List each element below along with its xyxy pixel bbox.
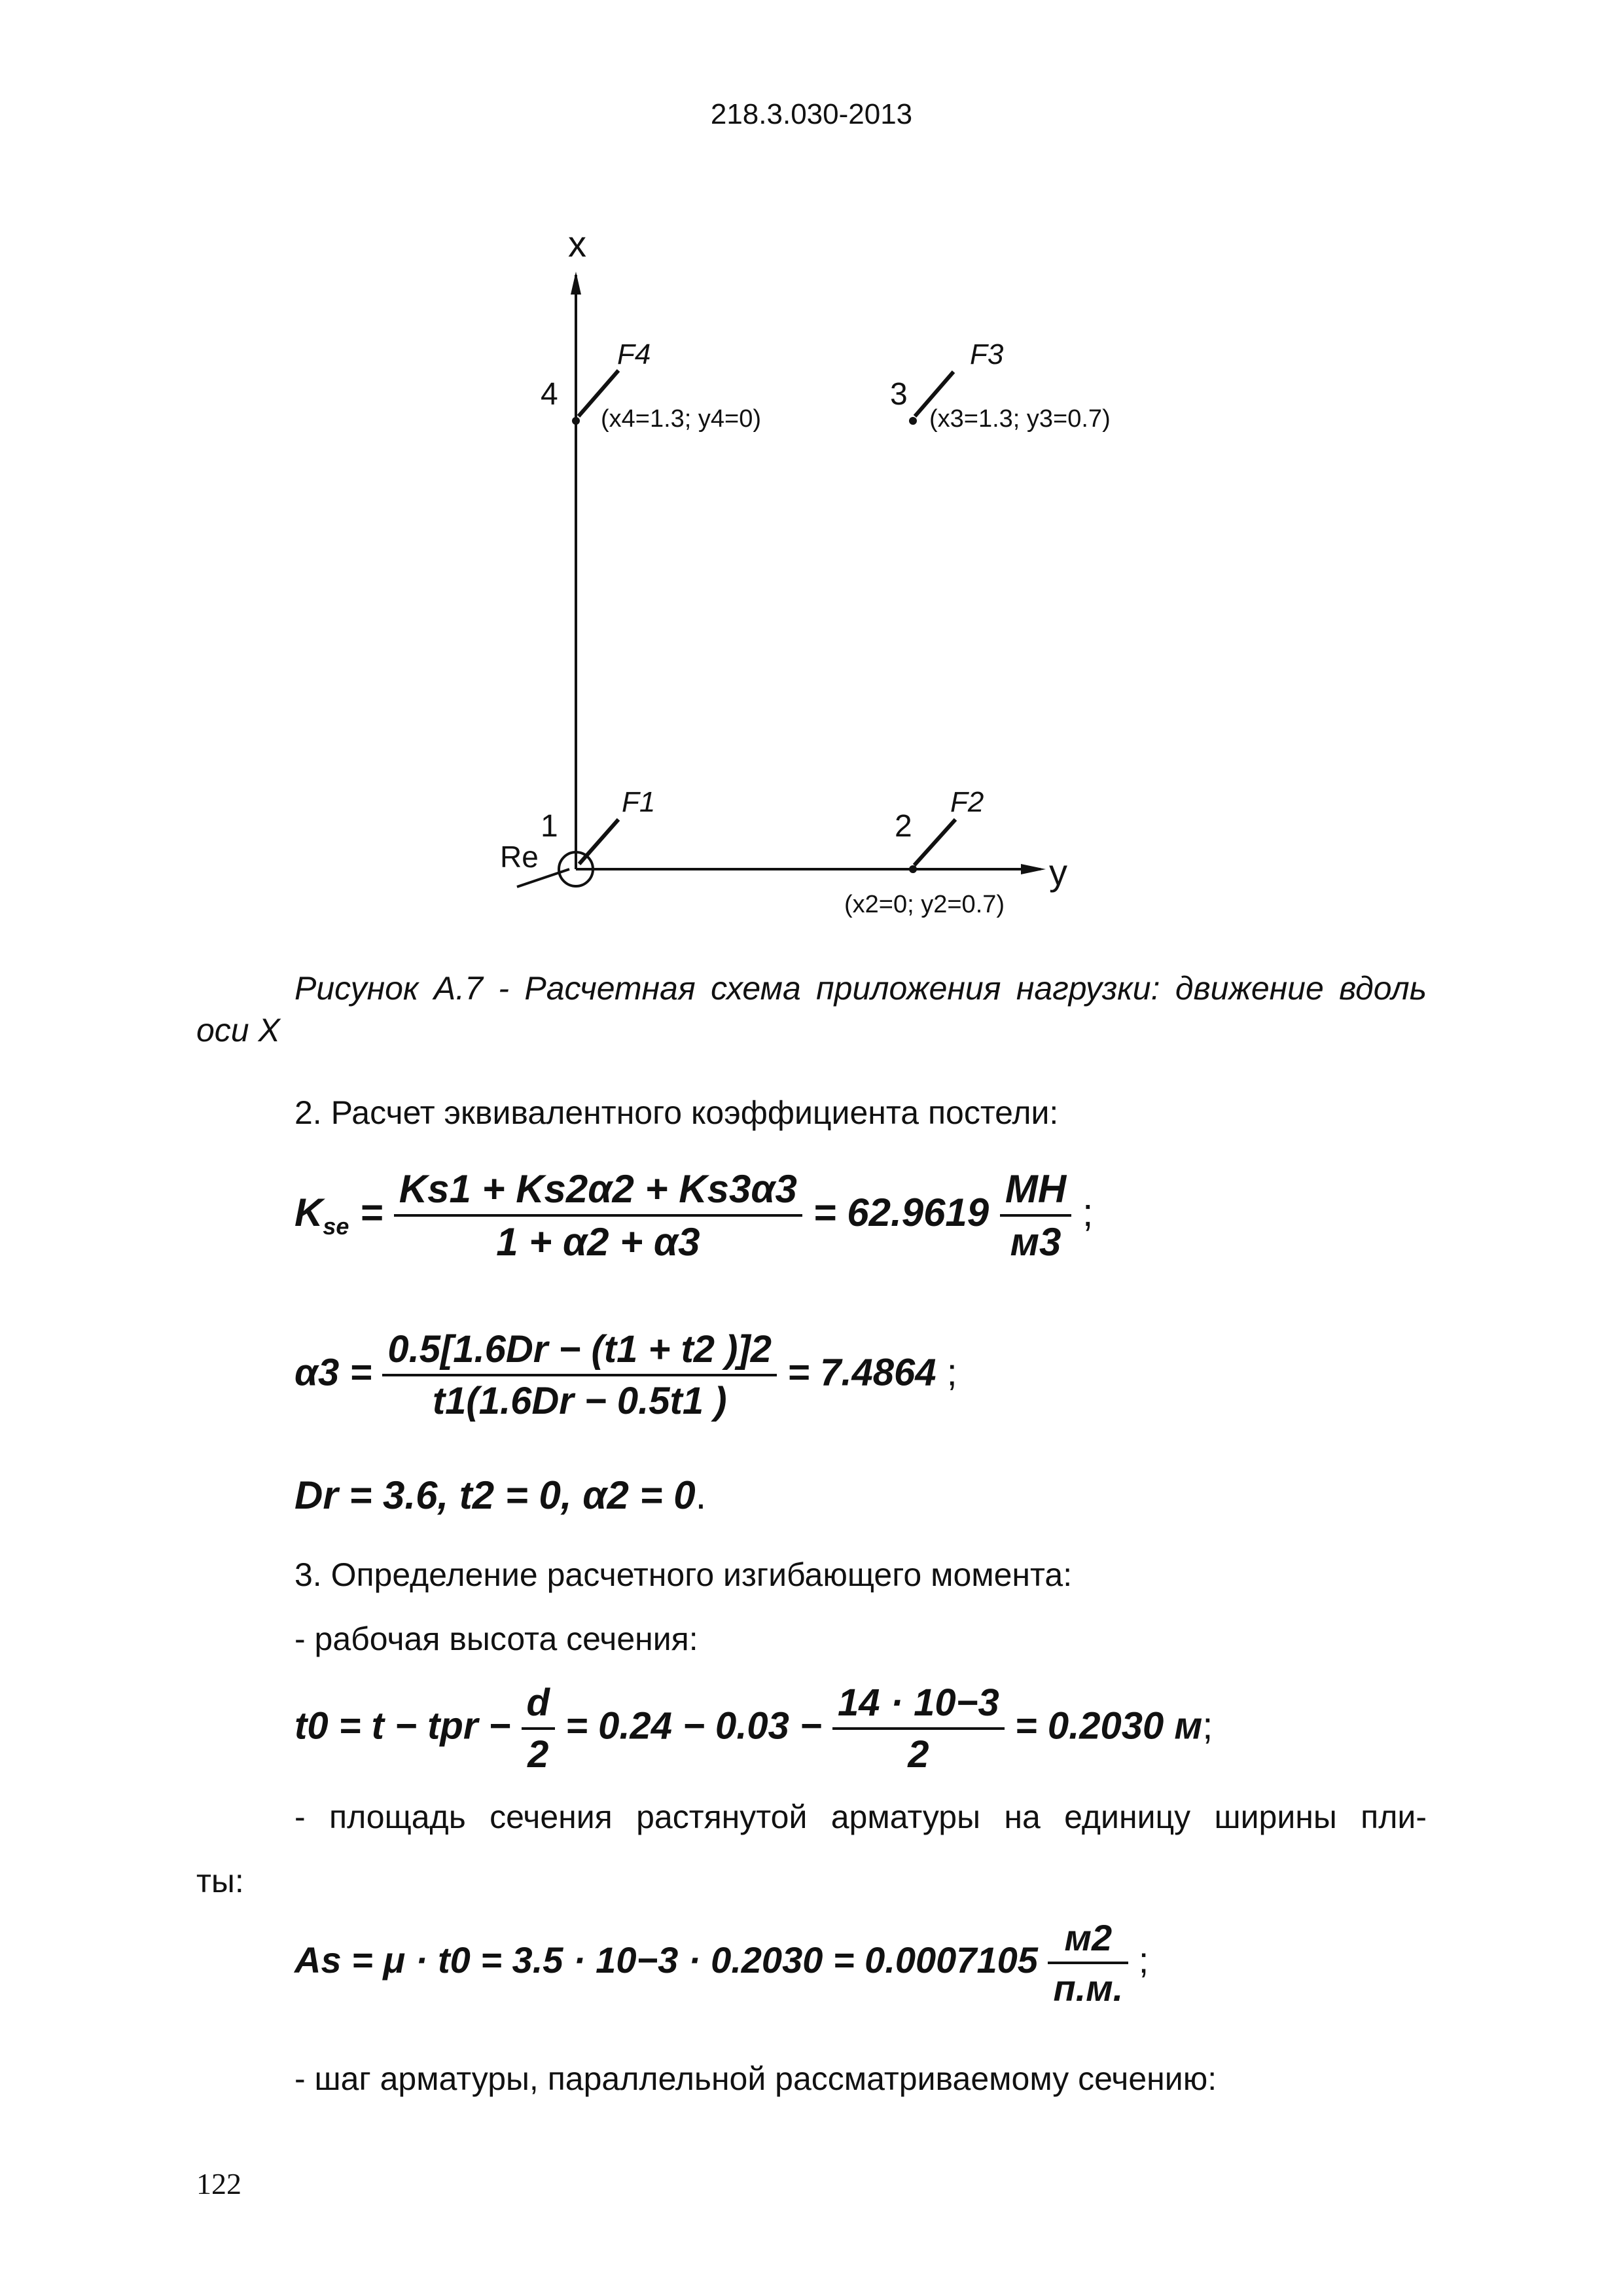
item-area-line2: ты:: [196, 1863, 244, 1899]
re-label: Re: [500, 840, 539, 874]
x-axis-label: x: [568, 223, 586, 264]
formula-as: [294, 1916, 1149, 2009]
y-axis-arrow: [1021, 864, 1046, 874]
t0-result: = 0.2030 м: [1014, 1704, 1203, 1748]
force-2-label: F2: [950, 786, 984, 818]
point-3-coords: (x3=1.3; y3=0.7): [929, 405, 1111, 433]
dr-text: Dr = 3.6, t2 = 0, α2 = 0: [294, 1473, 696, 1517]
y-axis-label: y: [1049, 852, 1067, 893]
t0-middle: = 0.24 − 0.03 −: [565, 1704, 822, 1748]
as-unit-den: п.м.: [1053, 1967, 1124, 2009]
point-1-number: 1: [541, 809, 558, 844]
page-number: 122: [196, 2167, 241, 2200]
point-4-dot: [572, 417, 580, 425]
load-scheme-figure: [0, 0, 1623, 949]
point-4-number: 4: [541, 377, 558, 412]
force-3-label: F3: [970, 338, 1004, 370]
x-axis-arrow: [571, 272, 581, 295]
formula-alpha3: [294, 1327, 957, 1423]
point-4-coords: (x4=1.3; y4=0): [601, 405, 762, 433]
alpha3-result: = 7.4864: [787, 1351, 936, 1394]
as-lhs: As = μ · t0 = 3.5 · 10−3 · 0.2030 = 0.0007105: [294, 1939, 1038, 1981]
t0-frac1: [522, 1681, 555, 1776]
as-unit-num: м2: [1048, 1916, 1128, 1964]
kse-denominator: 1 + α2 + α3: [496, 1220, 700, 1264]
t0-lhs: t0 = t − tpr −: [294, 1704, 511, 1748]
t0-frac2-den: 2: [908, 1733, 929, 1776]
t0-frac2-num: 14 · 10−3: [832, 1681, 1005, 1730]
t0-frac2: [832, 1681, 1005, 1776]
force-1-label: F1: [622, 786, 656, 818]
kse-unit-num: МН: [1000, 1166, 1071, 1217]
alpha3-fraction: [382, 1327, 777, 1423]
kse-end: ;: [1082, 1190, 1094, 1234]
alpha3-lhs: α3 =: [294, 1351, 372, 1394]
item-area-line1: - площадь сечения растянутой арматуры на единицу ширины пли-: [294, 1799, 1427, 1835]
as-unit: [1048, 1916, 1128, 2009]
point-3-number: 3: [890, 377, 908, 412]
alpha3-denominator: t1(1.6Dr − 0.5t1 ): [432, 1380, 727, 1422]
dr-end: .: [695, 1473, 707, 1517]
item-working-height: - рабочая высота сечения:: [294, 1621, 698, 1657]
kse-fraction: [394, 1166, 802, 1265]
point-2-coords: (x2=0; y2=0.7): [844, 891, 1005, 918]
t0-frac1-den: 2: [527, 1733, 549, 1776]
formula-t0: [294, 1681, 1213, 1776]
formula-kse: [294, 1166, 1094, 1265]
formula-dr: [294, 1473, 706, 1518]
figure-caption: Рисунок А.7 - Расчетная схема приложения нагрузки: движение вдоль оси X: [196, 970, 1427, 1049]
force-1-line: [579, 819, 618, 864]
item-reinforcement-step: - шаг арматуры, параллельной рассматриваемому сечению:: [294, 2060, 1217, 2097]
as-end: ;: [1138, 1939, 1149, 1981]
document-number: 218.3.030-2013: [710, 98, 913, 130]
point-2-number: 2: [895, 809, 912, 844]
kse-numerator: Ks1 + Ks2α2 + Ks3α3: [394, 1166, 802, 1217]
kse-lhs: $K_{se}$ =: [294, 1190, 383, 1240]
section-3-heading: 3. Определение расчетного изгибающего момента:: [294, 1556, 1073, 1593]
alpha3-end: ;: [946, 1351, 957, 1394]
t0-end: ;: [1202, 1704, 1213, 1748]
kse-unit-den: м3: [1010, 1220, 1061, 1264]
force-4-label: F4: [617, 338, 651, 370]
t0-frac1-num: d: [522, 1681, 555, 1730]
alpha3-numerator: 0.5[1.6Dr − (t1 + t2 )]2: [382, 1327, 777, 1376]
force-2-line: [914, 819, 955, 865]
section-2-heading: 2. Расчет эквивалентного коэффициента постели:: [294, 1094, 1059, 1131]
point-3-dot: [909, 417, 917, 425]
kse-unit: [1000, 1166, 1071, 1265]
kse-result: = 62.9619: [813, 1190, 990, 1234]
